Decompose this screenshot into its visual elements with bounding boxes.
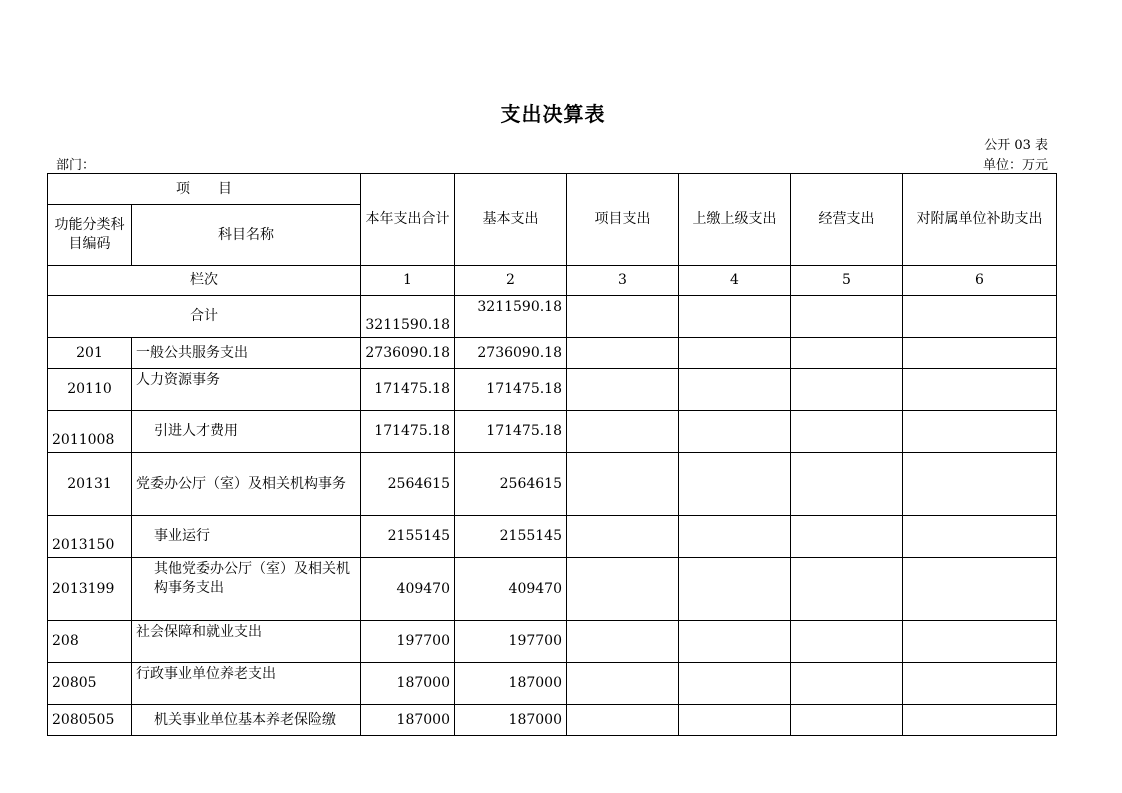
basic-cell: 2736090.18 (455, 338, 567, 369)
header-name: 科目名称 (132, 205, 361, 266)
code-cell: 2080505 (48, 705, 132, 736)
total-cell: 409470 (361, 558, 455, 621)
name-cell: 一般公共服务支出 (132, 338, 361, 369)
table-row (48, 411, 1057, 453)
name-cell: 机关事业单位基本养老保险缴 (132, 705, 361, 736)
name-cell: 引进人才费用 (132, 411, 361, 453)
department-label: 部门： (56, 158, 96, 173)
basic-value: 3211590.18 (455, 296, 567, 338)
name-cell: 事业运行 (132, 516, 361, 558)
name-cell: 党委办公厅（室）及相关机构事务 (132, 453, 361, 516)
index-num: 1 (361, 266, 455, 296)
total-cell: 187000 (361, 705, 455, 736)
index-label: 栏次 (48, 266, 361, 296)
table-row (48, 516, 1057, 558)
index-num: 3 (567, 266, 679, 296)
header-code: 功能分类科目编码 (48, 205, 132, 266)
table-row (48, 558, 1057, 621)
total-cell: 187000 (361, 663, 455, 705)
basic-cell: 197700 (455, 621, 567, 663)
header-col-subsidy: 对附属单位补助支出 (903, 174, 1057, 266)
table-row (48, 621, 1057, 663)
total-row (48, 296, 1057, 338)
header-col-business: 经营支出 (791, 174, 903, 266)
page-title: 支出决算表 (500, 102, 606, 126)
header-col-total: 本年支出合计 (361, 174, 455, 266)
index-num: 4 (679, 266, 791, 296)
total-cell: 2155145 (361, 516, 455, 558)
code-cell: 208 (48, 621, 132, 663)
total-cell: 171475.18 (361, 411, 455, 453)
code-cell: 2013150 (48, 516, 132, 558)
form-number: 公开 03 表 (984, 138, 1048, 153)
header-col-basic: 基本支出 (455, 174, 567, 266)
table-row (48, 338, 1057, 369)
basic-cell: 2564615 (455, 453, 567, 516)
total-cell: 197700 (361, 621, 455, 663)
name-cell: 行政事业单位养老支出 (132, 663, 361, 705)
basic-cell: 187000 (455, 705, 567, 736)
index-num: 2 (455, 266, 567, 296)
code-cell: 20110 (48, 369, 132, 411)
table-row (48, 663, 1057, 705)
total-label: 合计 (48, 296, 361, 338)
total-value: 3211590.18 (361, 296, 455, 338)
basic-cell: 171475.18 (455, 369, 567, 411)
code-cell: 201 (48, 338, 132, 369)
index-num: 6 (903, 266, 1057, 296)
code-cell: 2011008 (48, 411, 132, 453)
basic-cell: 409470 (455, 558, 567, 621)
total-cell: 2736090.18 (361, 338, 455, 369)
header-col-upper: 上缴上级支出 (679, 174, 791, 266)
table-row (48, 453, 1057, 516)
expenditure-table (47, 173, 1057, 736)
index-row (48, 266, 1057, 296)
total-cell: 171475.18 (361, 369, 455, 411)
name-cell: 社会保障和就业支出 (132, 621, 361, 663)
header-col-project: 项目支出 (567, 174, 679, 266)
basic-cell: 2155145 (455, 516, 567, 558)
name-cell: 其他党委办公厅（室）及相关机构事务支出 (132, 558, 361, 621)
basic-cell: 187000 (455, 663, 567, 705)
table-row (48, 369, 1057, 411)
code-cell: 20805 (48, 663, 132, 705)
header-project: 项 目 (48, 174, 361, 205)
name-cell: 人力资源事务 (132, 369, 361, 411)
unit-label: 单位：万元 (982, 158, 1048, 173)
code-cell: 20131 (48, 453, 132, 516)
code-cell: 2013199 (48, 558, 132, 621)
table-row (48, 705, 1057, 736)
basic-cell: 171475.18 (455, 411, 567, 453)
header-row-1 (48, 174, 1057, 205)
total-cell: 2564615 (361, 453, 455, 516)
index-num: 5 (791, 266, 903, 296)
